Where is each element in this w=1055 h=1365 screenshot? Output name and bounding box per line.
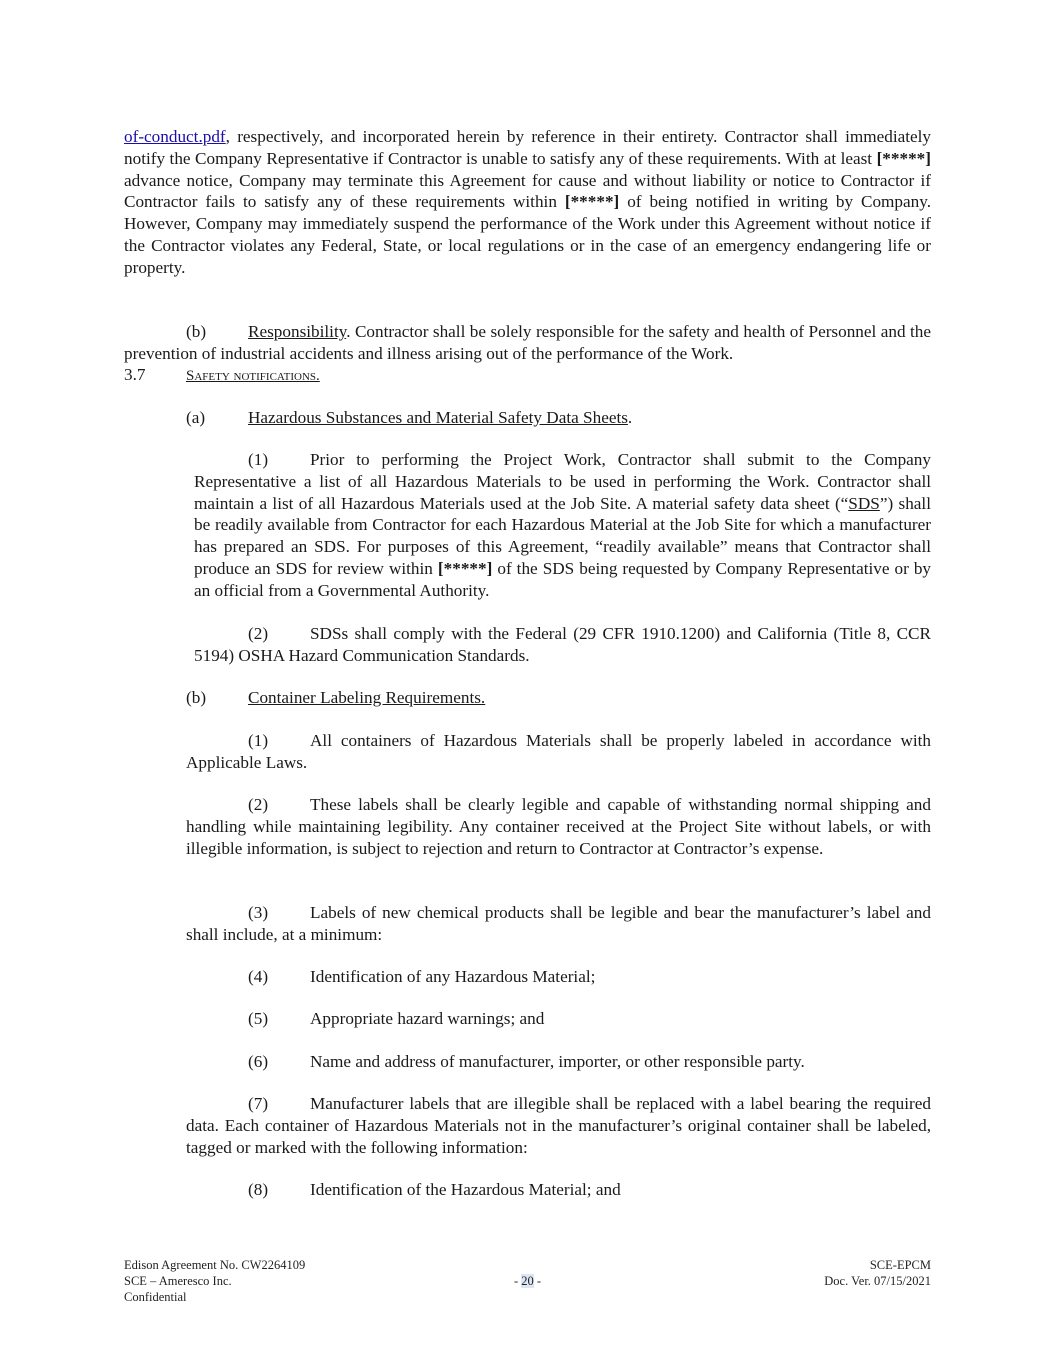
clause-label: (a) [186, 408, 206, 427]
clause-text-3: of the SDS being requested by Company Representative or by an official from a Governmental Authority. [194, 558, 932, 600]
clause-a2 [194, 623, 931, 667]
clause-text: Name and address of manufacturer, importer, or other responsible party. [310, 1052, 805, 1071]
redaction-marker: [*****] [876, 148, 931, 168]
clause-heading: Container Labeling Requirements. [248, 688, 486, 707]
clause-b4 [248, 966, 931, 988]
clause-label: (2) [248, 624, 269, 643]
clause-label: (6) [248, 1052, 269, 1071]
section-heading [124, 364, 931, 388]
clause-a1 [194, 449, 931, 602]
subsection-a-heading [186, 407, 931, 429]
clause-text-2: ”) shall be readily available from Contractor for each Hazardous Material at the Job Site for which a manufacturer has prepared an SDS. For purposes of this Agreement, “readily available” means that Contractor shall produce an SDS for review within [194, 493, 931, 578]
agreement-number: Edison Agreement No. CW2264109 [124, 1258, 306, 1272]
clause-b2 [186, 794, 931, 859]
responsibility-paragraph [124, 321, 931, 365]
clause-b8 [248, 1179, 931, 1201]
clause-text: . Contractor shall be solely responsible for the safety and health of Personnel and the prevention of industrial accidents and illness arising out of the performance of the Work. [124, 322, 931, 363]
clause-b1 [186, 730, 931, 774]
intro-text-3: of being notified in writing by Company. However, Company may immediately suspend the performance of the Work under this Agreement without notice if the Contractor violates any Federal, State, or local regulations or in the case of an emergency endangering life or property. [124, 192, 931, 277]
clause-text: All containers of Hazardous Materials shall be properly labeled in accordance with Applicable Laws. [186, 731, 931, 772]
doc-version: Doc. Ver. 07/15/2021 [824, 1274, 931, 1288]
clause-label: (4) [248, 967, 269, 986]
clause-text: These labels shall be clearly legible and capable of withstanding normal shipping and handling while maintaining legibility. Any container received at the Project Site without labels, or with illegible information, is subject to rejection and return to Contractor at Contractor’s expense. [186, 795, 931, 858]
intro-text-1: , respectively, and incorporated herein by reference in their entirety. Contractor shall immediately notify the Company Representative if Contractor is unable to satisfy any of these requirements. With at least [124, 127, 931, 168]
clause-text: Identification of any Hazardous Material; [310, 967, 596, 986]
clause-label: (1) [248, 731, 269, 750]
clause-text: Identification of the Hazardous Material; and [310, 1180, 621, 1199]
page-suffix: - [533, 1274, 542, 1288]
clause-text: Labels of new chemical products shall be legible and bear the manufacturer’s label and shall include, at a minimum: [186, 903, 931, 944]
subsection-b-heading [186, 687, 931, 709]
clause-label: (3) [248, 903, 269, 922]
redaction-marker: [*****] [564, 192, 620, 212]
clause-text: Manufacturer labels that are illegible shall be replaced with a label bearing the required data. Each container of Hazardous Materials not in the manufacturer’s original container shall be labeled, tagged or marked with the following information: [186, 1094, 931, 1157]
redaction-marker: [*****] [437, 558, 493, 578]
clause-b7 [186, 1093, 931, 1158]
clause-label: (5) [248, 1009, 269, 1028]
clause-heading: Hazardous Substances and Material Safety Data Sheets [248, 408, 628, 427]
party-names: SCE – Ameresco Inc. [124, 1274, 232, 1288]
clause-trail: . [627, 408, 633, 427]
clause-label: (2) [248, 795, 269, 814]
clause-b6 [248, 1051, 931, 1073]
intro-text-2: advance notice, Company may terminate this Agreement for cause and without liability or notice to Contractor if Contractor fails to satisfy any of these requirements within [124, 170, 931, 212]
footer-right [824, 1257, 931, 1289]
clause-label: (7) [248, 1094, 269, 1113]
doc-code: SCE-EPCM [869, 1258, 931, 1272]
clause-label: (1) [248, 450, 269, 469]
section-number: 3.7 [124, 365, 146, 384]
clause-text: Appropriate hazard warnings; and [310, 1009, 545, 1028]
section-title: Safety notifications. [186, 368, 320, 384]
clause-label: (8) [248, 1180, 269, 1199]
clause-b5 [248, 1008, 931, 1030]
intro-paragraph [124, 126, 931, 279]
confidential-label: Confidential [124, 1290, 187, 1304]
clause-text: SDSs shall comply with the Federal (29 CFR 1910.1200) and California (Title 8, CCR 5194) OSHA Hazard Communication Standards. [194, 624, 931, 665]
page-prefix: - [513, 1274, 522, 1288]
clause-heading: Responsibility [248, 322, 347, 341]
page-number: 20 [521, 1274, 534, 1288]
clause-label: (b) [186, 322, 207, 341]
clause-label: (b) [186, 688, 207, 707]
code-of-conduct-link[interactable]: of-conduct.pdf [124, 127, 226, 146]
clause-text-1: Prior to performing the Project Work, Contractor shall submit to the Company Representative a list of all Hazardous Materials to be used in performing the Work. Contractor shall maintain a list of all Hazardous Materials used at the Job Site. A material safety data sheet (“ [194, 450, 931, 513]
defined-term-sds: SDS [848, 493, 880, 513]
clause-b3 [186, 902, 931, 946]
